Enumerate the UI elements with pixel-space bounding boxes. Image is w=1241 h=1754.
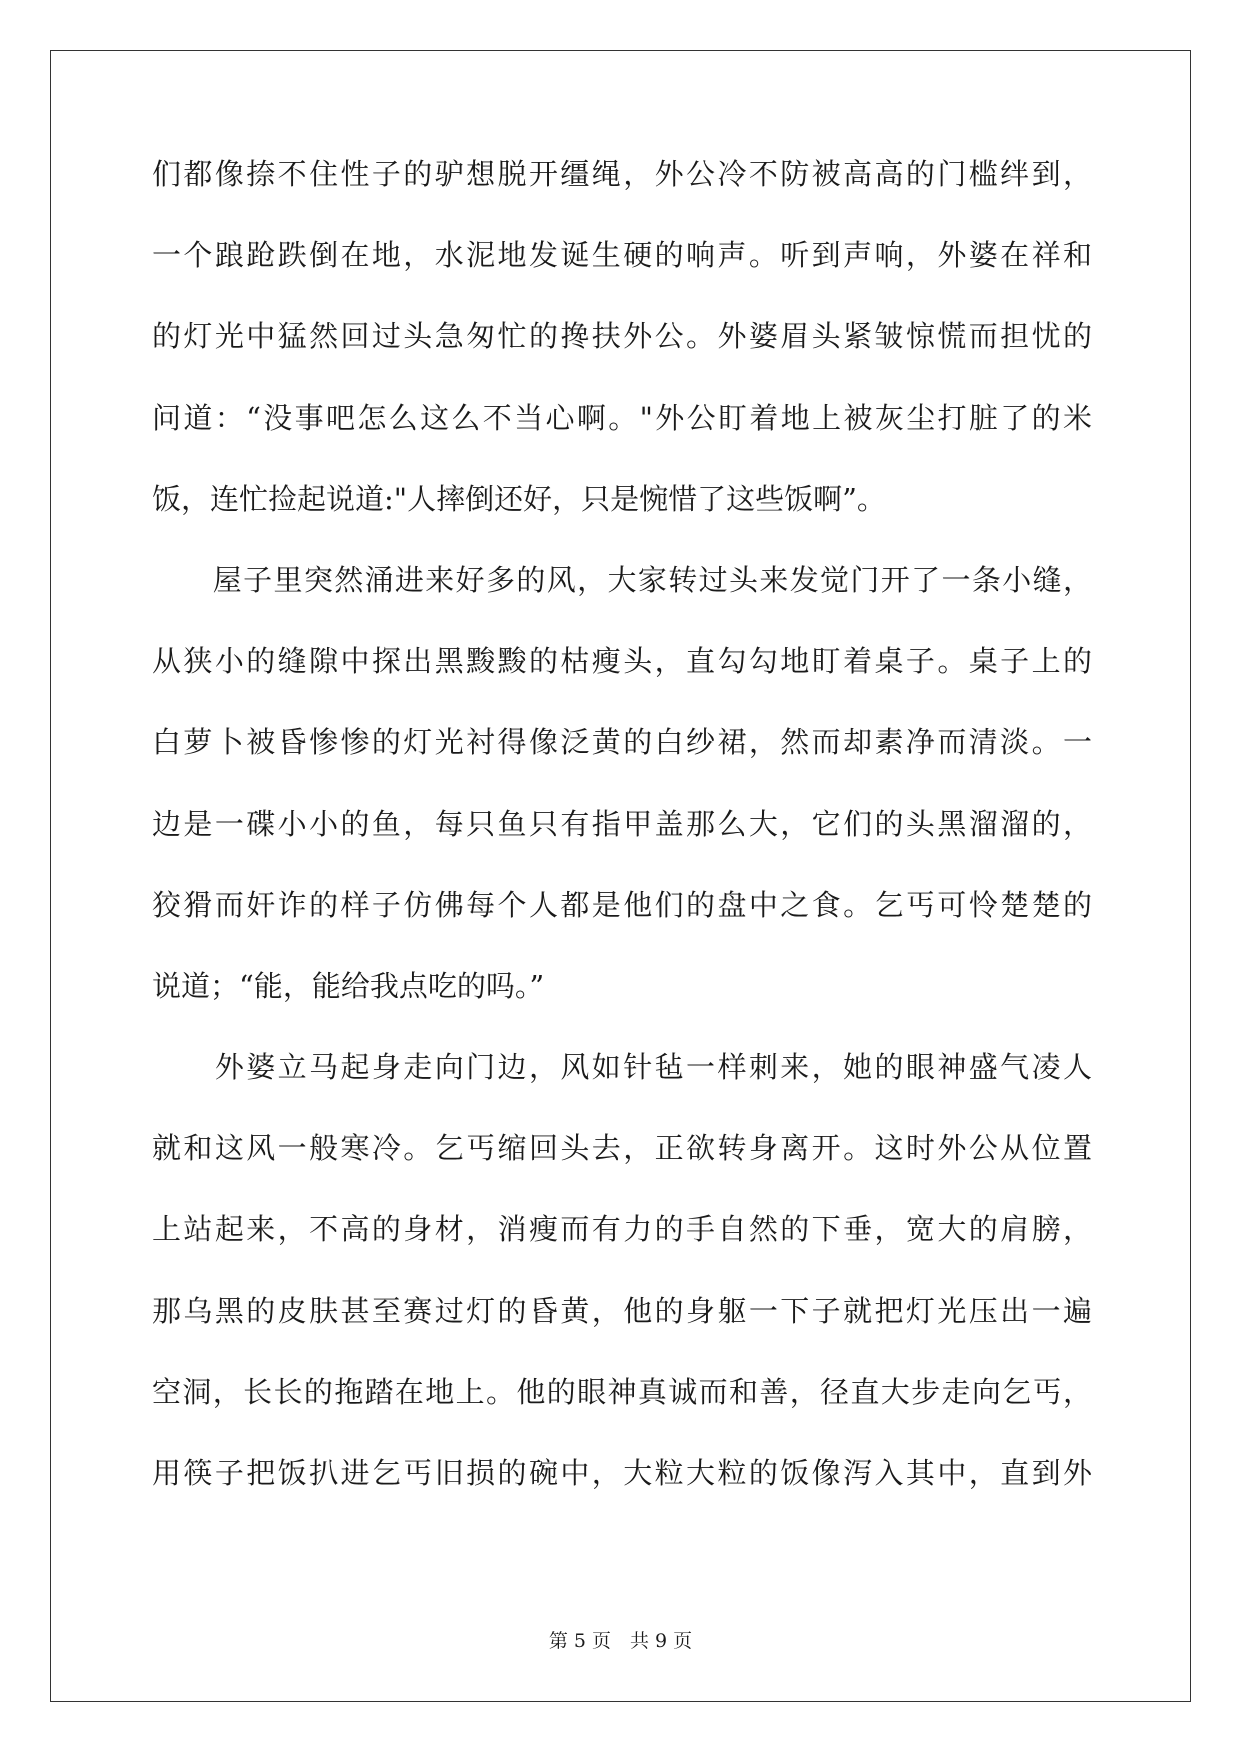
text-line: 用筷子把饭扒进乞丐旧损的碗中，大粒大粒的饭像泻入其中，直到外 bbox=[152, 1456, 1092, 1490]
text-line: 外婆立马起身走向门边，风如针毡一样刺来，她的眼神盛气凌人 bbox=[152, 1050, 1092, 1085]
text-line: 就和这风一般寒冷。乞丐缩回头去，正欲转身离开。这时外公从位置 bbox=[152, 1131, 1092, 1166]
text-line: 们都像捺不住性子的驴想脱开缰绳，外公冷不防被高高的门槛绊到， bbox=[152, 157, 1092, 191]
text-line: 的灯光中猛然回过头急匆忙的搀扶外公。外婆眉头紧皱惊慌而担忧的 bbox=[152, 319, 1092, 354]
document-body bbox=[152, 155, 1092, 1535]
text-line: 空洞，长长的拖踏在地上。他的眼神真诚而和善，径直大步走向乞丐， bbox=[152, 1374, 1092, 1409]
text-line: 说道；“能，能给我点吃的吗。” bbox=[152, 968, 545, 1003]
text-line: 白萝卜被昏惨惨的灯光衬得像泛黄的白纱裙，然而却素净而清淡。一 bbox=[152, 725, 1092, 760]
text-line: 狡猾而奸诈的样子仿佛每个人都是他们的盘中之食。乞丐可怜楚楚的 bbox=[152, 887, 1092, 922]
text-line: 一个踉跄跌倒在地，水泥地发诞生硬的响声。听到声响，外婆在祥和 bbox=[152, 238, 1092, 273]
text-line: 饭，连忙捡起说道:"人摔倒还好，只是惋惜了这些饭啊”。 bbox=[152, 481, 886, 516]
text-line: 屋子里突然涌进来好多的风，大家转过头来发觉门开了一条小缝， bbox=[152, 562, 1092, 597]
text-line: 从狭小的缝隙中探出黑黢黢的枯瘦头，直勾勾地盯着桌子。桌子上的 bbox=[152, 644, 1092, 679]
text-line: 那乌黑的皮肤甚至赛过灯的昏黄，他的身躯一下子就把灯光压出一遍 bbox=[152, 1293, 1092, 1328]
text-line: 边是一碟小小的鱼，每只鱼只有指甲盖那么大，它们的头黑溜溜的， bbox=[152, 806, 1092, 841]
page-number-footer: 第 5 页 共 9 页 bbox=[548, 1630, 693, 1652]
text-line: 问道：“没事吧怎么这么不当心啊。"外公盯着地上被灰尘打脏了的米 bbox=[152, 400, 1092, 435]
text-line: 上站起来，不高的身材，消瘦而有力的手自然的下垂，宽大的肩膀， bbox=[152, 1212, 1092, 1247]
